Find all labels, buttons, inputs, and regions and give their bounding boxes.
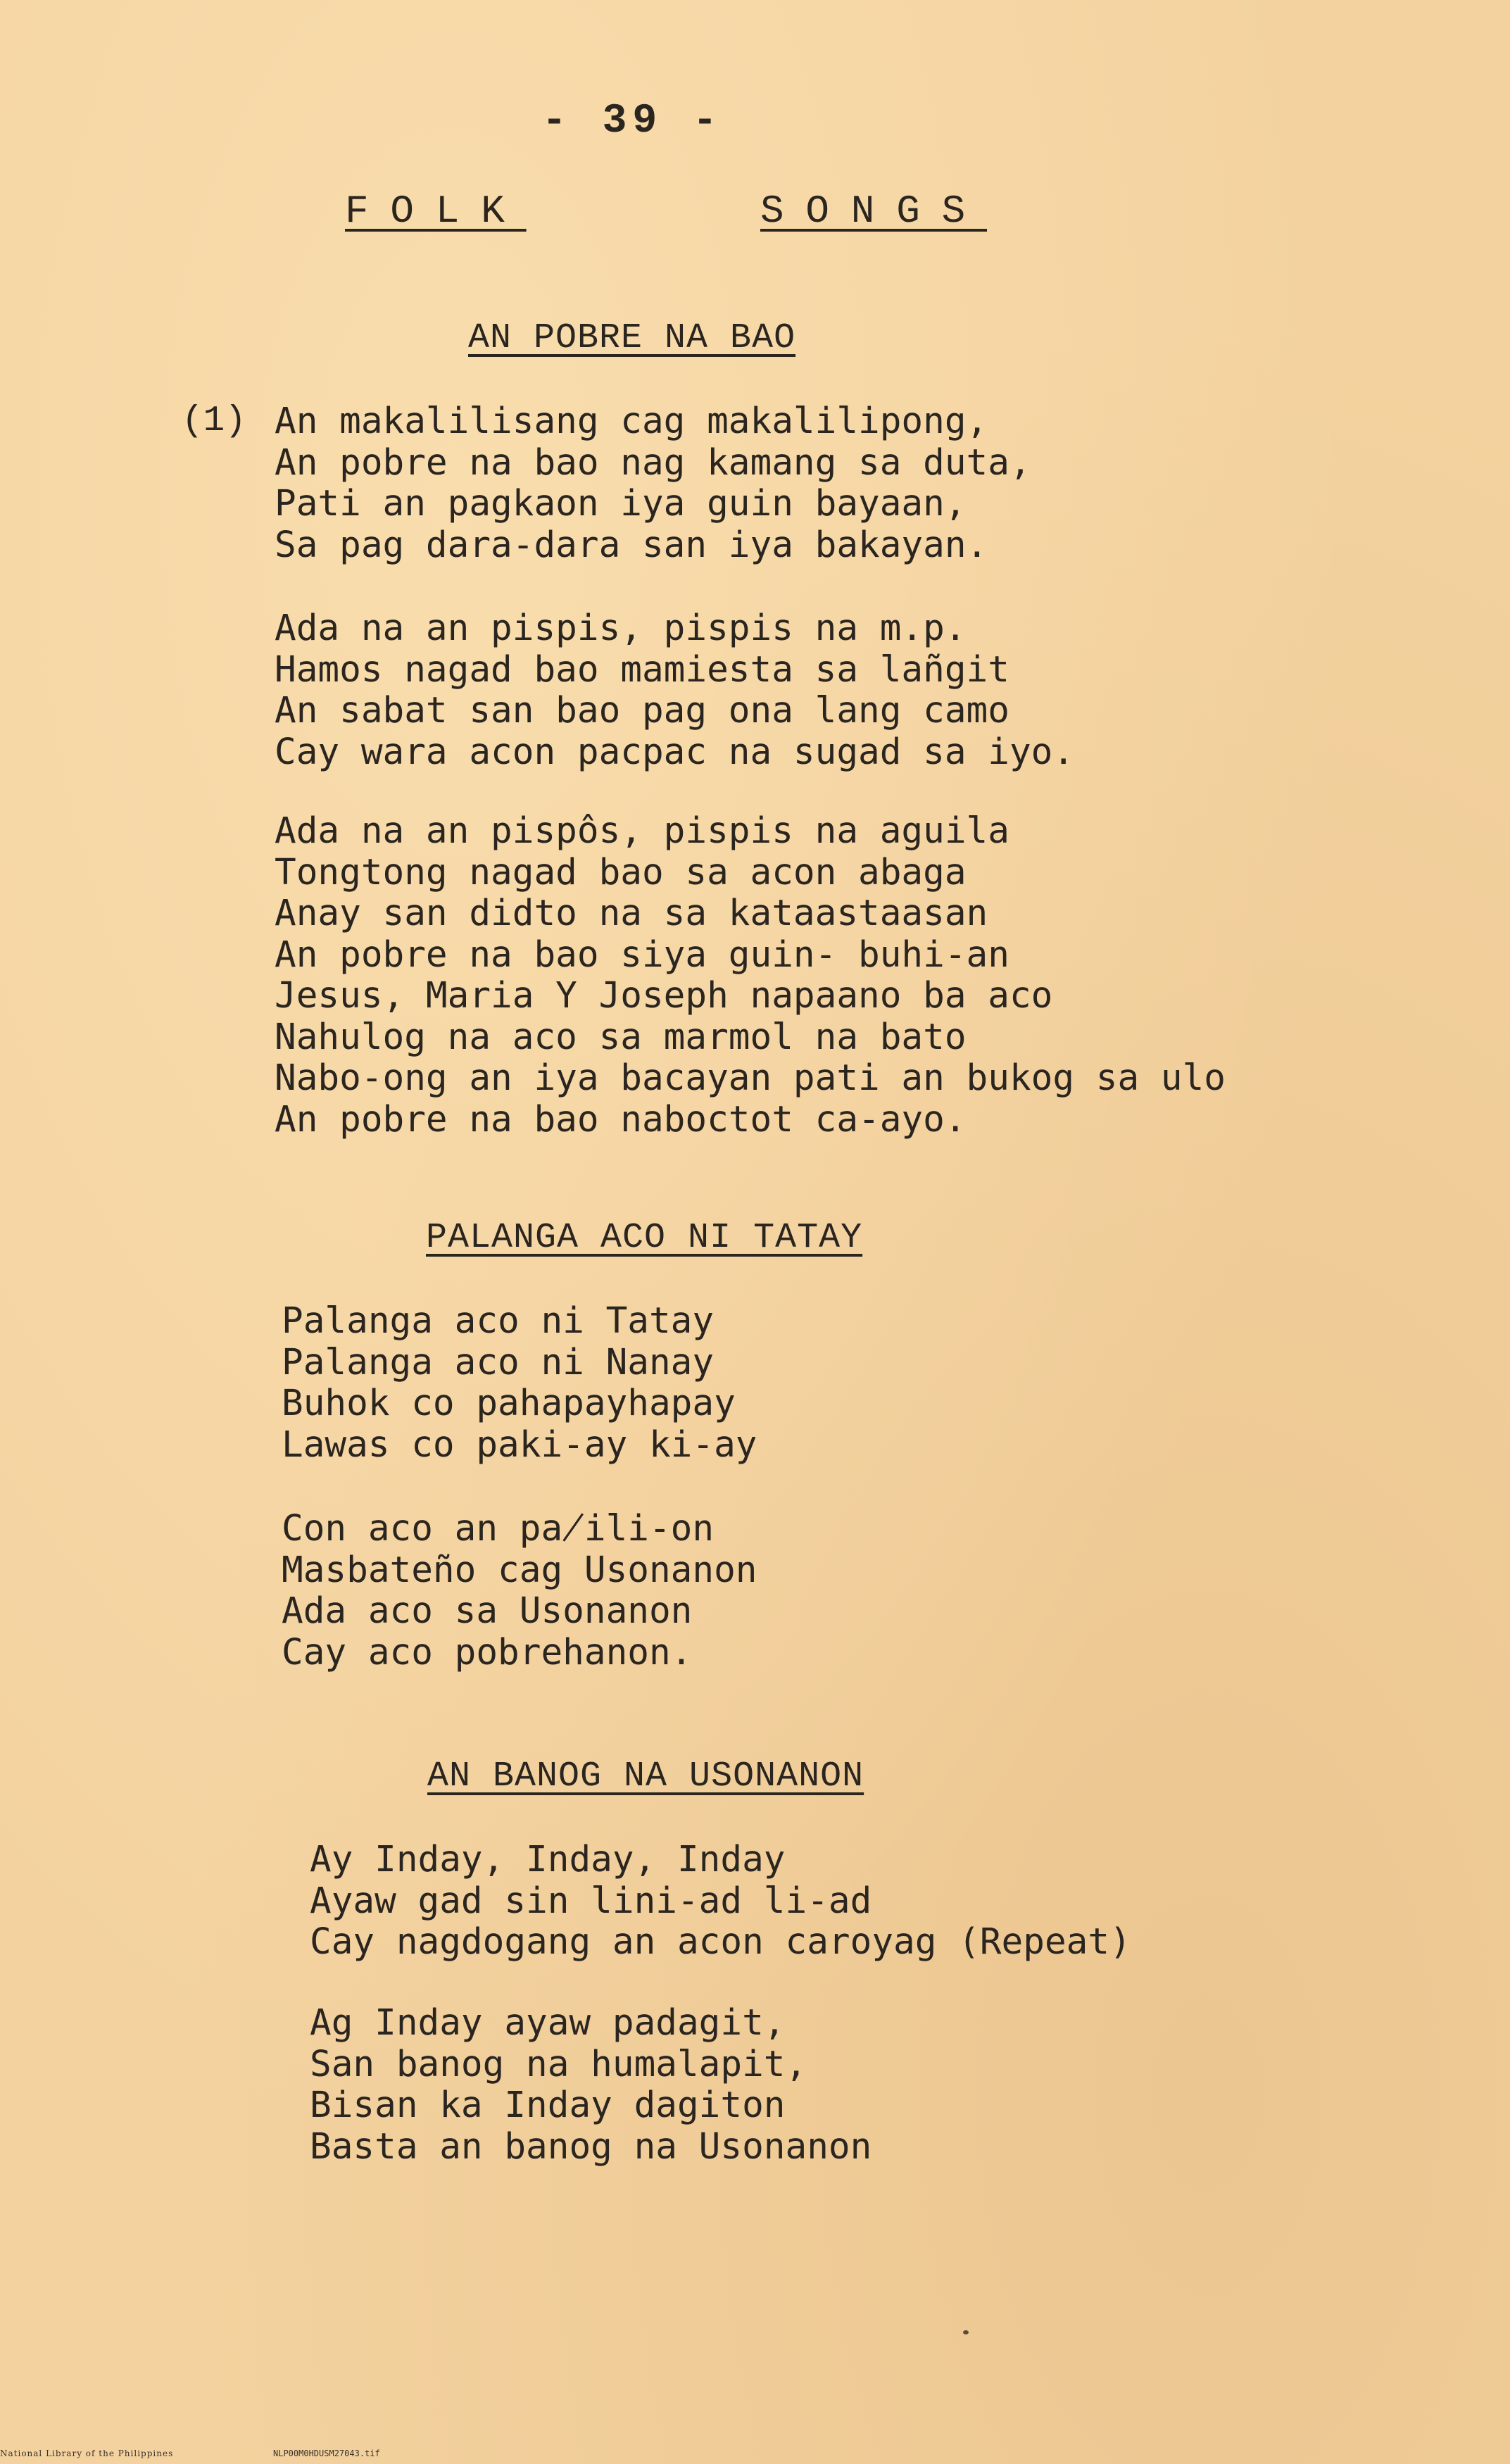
song-title-an-pobre-na-bao: AN POBRE NA BAO <box>468 318 796 358</box>
song-title-an-banog-na-usonanon: AN BANOG NA USONANON <box>427 1756 864 1797</box>
heading-songs: SONGS <box>760 189 988 234</box>
stanza: Ada na an pispis, pispis na m.p. Hamos nagad bao mamiesta sa lañgit An sabat san bao pag ona lang camo Cay wara acon pacpac na sugad sa iyo. <box>275 608 1075 773</box>
main-heading <box>345 189 988 234</box>
stanza: Ag Inday ayaw padagit, San banog na humalapit, Bisan ka Inday dagiton Basta an banog na Usonanon <box>310 2002 872 2168</box>
stanza: Ay Inday, Inday, Inday Ayaw gad sin lini-ad li-ad Cay nagdogang an acon caroyag (Repeat) <box>310 1839 1131 1963</box>
stanza: Con aco an pa̸ili-on Masbateño cag Usonanon Ada aco sa Usonanon Cay aco pobrehanon. <box>282 1508 757 1673</box>
stanza: Ada na an pispôs, pispis na aguila Tongtong nagad bao sa acon abaga Anay san didto na sa kataastaasan An pobre na bao siya guin- buhi-an Jesus, Maria Y Joseph napaano ba aco Nahulog na aco sa marmol na bato Nabo-ong an iya bacayan pati an bukog sa ulo An pobre na bao naboctot ca-ayo. <box>275 810 1226 1140</box>
heading-folk: FOLK <box>345 189 527 234</box>
stanza: An makalilisang cag makalilipong, An pobre na bao nag kamang sa duta, Pati an pagkaon iya guin bayaan, Sa pag dara-dara san iya bakayan. <box>275 401 1031 566</box>
stanza: Palanga aco ni Tatay Palanga aco ni Nanay Buhok co pahapayhapay Lawas co paki-ay ki-ay <box>282 1300 757 1466</box>
song-title-palanga-aco-ni-tatay: PALANGA ACO NI TATAY <box>426 1218 863 1258</box>
footer-code: NLP00M0HDUSM27043.tif <box>273 2449 380 2458</box>
verse-number: (1) <box>182 401 246 441</box>
footer-library: National Library of the Philippines <box>0 2449 174 2458</box>
speck <box>963 2330 969 2334</box>
page-number: - 39 - <box>542 99 723 144</box>
